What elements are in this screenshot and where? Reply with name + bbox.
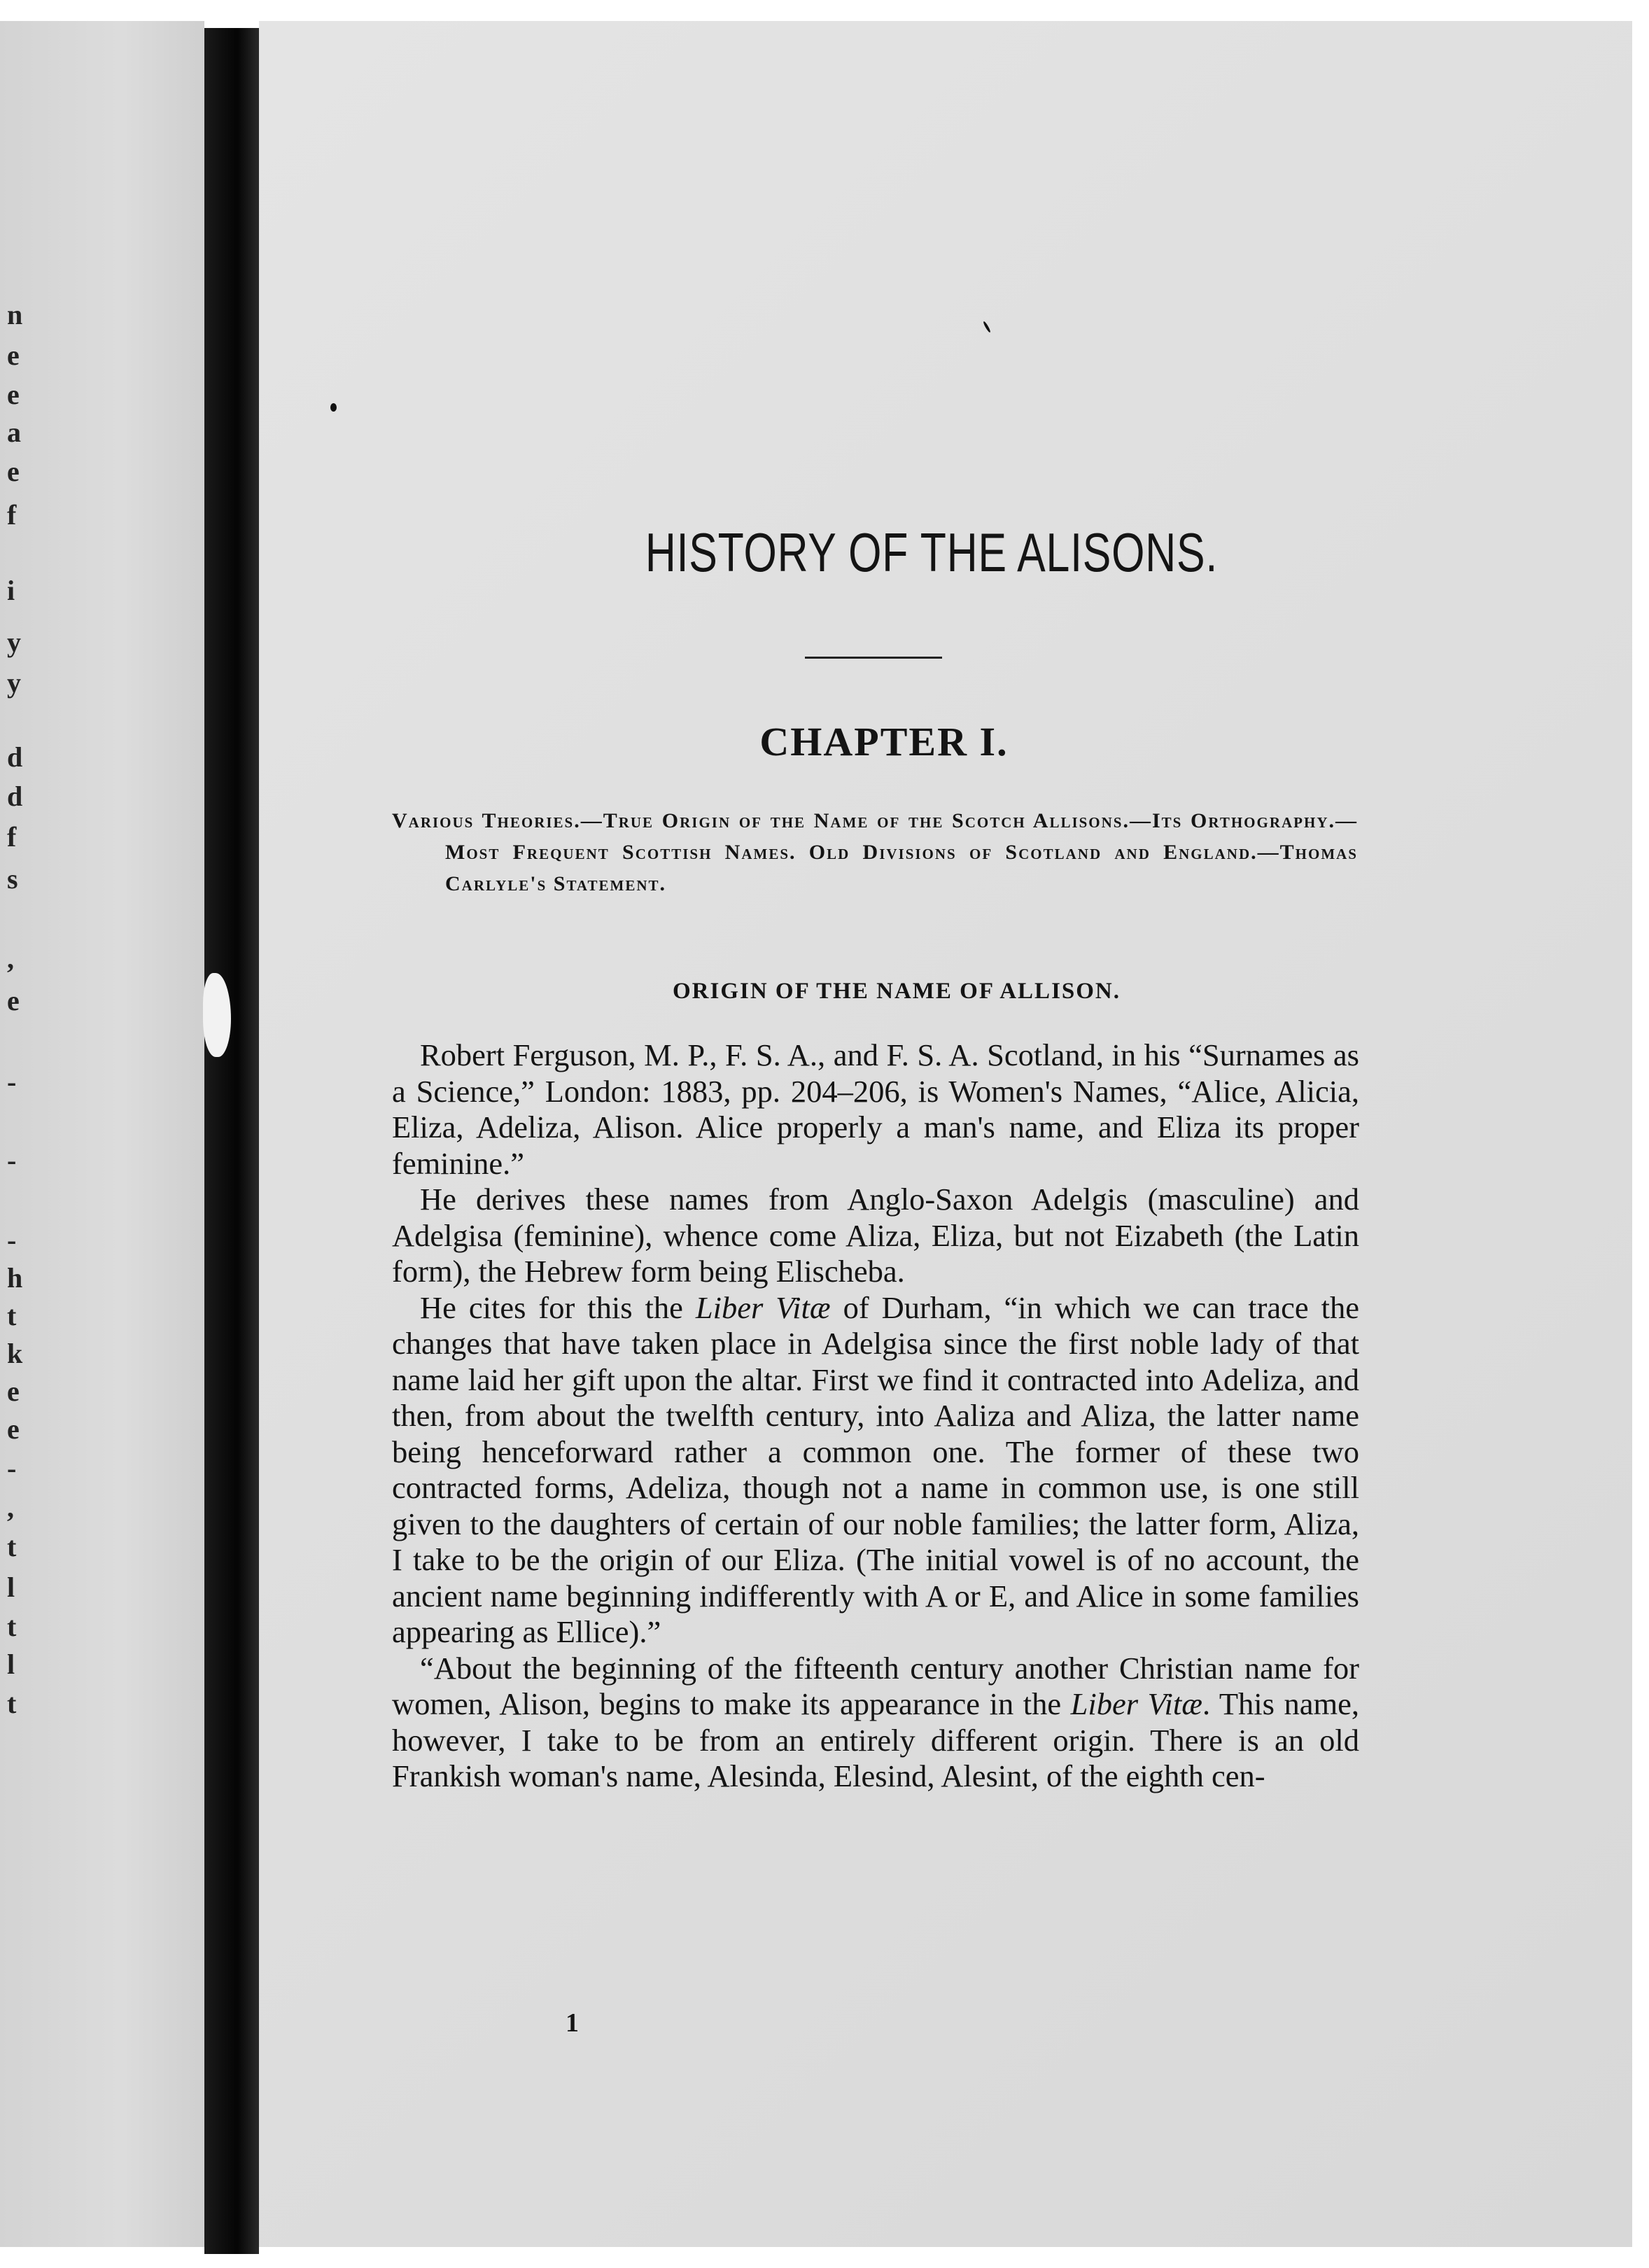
paragraph <box>392 1651 1359 1795</box>
facing-page-letter: y <box>7 667 21 699</box>
facing-page-letter: f <box>7 821 17 853</box>
chapter-title: CHAPTER I. <box>759 719 1009 764</box>
text-run: He cites for this the <box>420 1289 696 1325</box>
facing-page-letter: s <box>7 863 18 895</box>
italic-title: Liber Vitæ <box>695 1289 831 1325</box>
facing-page-letter: i <box>7 575 15 606</box>
title-rule <box>805 657 942 659</box>
text-run: of Durham, “in which we can trace the changes that have taken place in Adelgisa since the first noble lady of that name laid her gift upon the altar. First we find it contracted into Adeliza, and then, from about the twelfth century, into Aaliza and Aliza, the latter name being henceforward rather a common one. The former of these two contracted forms, Adeliza, though not a name in common use, is one still given to the daughters of certain of our noble families; the latter form, Aliza, I take to be the origin of our Eliza. (The initial vowel is of no account, the ancient name beginning indifferently with A or E, and Alice in some families appearing as Ellice).” <box>392 1289 1359 1649</box>
facing-page-letter: e <box>7 379 20 410</box>
facing-page-letter: l <box>7 1572 15 1603</box>
facing-page-letter: h <box>7 1262 23 1294</box>
italic-title: Liber Vitæ <box>1070 1686 1202 1721</box>
paragraph: He derives these names from Anglo-Saxon Adelgis (masculine) and Adelgisa (feminine), whence come Aliza, Eliza, but not Eizabeth (the Latin form), the Hebrew form being Elischeba. <box>392 1182 1359 1289</box>
page-number: 1 <box>566 2008 579 2038</box>
paragraph <box>392 1290 1359 1651</box>
facing-page-letter: y <box>7 626 21 658</box>
facing-page-letter: - <box>7 1066 17 1098</box>
facing-page-letter: d <box>7 741 23 773</box>
facing-page-letter: - <box>7 1224 17 1256</box>
chapter-synopsis: Various Theories.—True Origin of the Name of the Scotch Allisons.—Its Orthography.—Most Frequent Scottish Names. Old Divisions of Scotland and England.—Thomas Carlyle's Statement. <box>392 809 1358 895</box>
facing-page-letter: - <box>7 1452 17 1484</box>
facing-page-letter: a <box>7 416 21 448</box>
facing-page-letter: d <box>7 780 23 812</box>
book-gutter <box>204 28 259 2254</box>
book-title: HISTORY OF THE ALISONS. <box>645 522 1219 583</box>
facing-page-letter: t <box>7 1531 17 1562</box>
facing-page-letter: - <box>7 1144 17 1176</box>
facing-page-letter: , <box>7 1492 14 1523</box>
facing-page-letter: e <box>7 1376 20 1407</box>
body-text <box>392 1037 1359 1795</box>
text-run: “About the beginning of the fifteenth century another Christian name for women, Alison, begins to make its appearance in the <box>392 1650 1359 1721</box>
facing-page-letter: l <box>7 1648 15 1680</box>
facing-page-letter: e <box>7 340 20 371</box>
facing-page-margin <box>0 21 204 2247</box>
facing-page-letter: , <box>7 943 14 974</box>
facing-page-letter: e <box>7 1413 20 1445</box>
facing-page-letter: f <box>7 499 17 531</box>
facing-page-letter: e <box>7 456 20 487</box>
facing-page-letter: n <box>7 299 23 330</box>
section-heading: ORIGIN OF THE NAME OF ALLISON. <box>672 979 1121 1004</box>
facing-page-letter: e <box>7 985 20 1016</box>
facing-page-letter: t <box>7 1688 17 1719</box>
dust-speck <box>330 403 337 412</box>
text-run: . This name, however, I take to be from an entirely different origin. There is an old Frankish woman's name, Alesinda, Elesind, Alesint, of the eighth cen- <box>392 1686 1359 1793</box>
facing-page-letter: t <box>7 1300 17 1331</box>
facing-page-letter: t <box>7 1611 17 1642</box>
paragraph: Robert Ferguson, M. P., F. S. A., and F. S. A. Scotland, in his “Surnames as a Science,” London: 1883, pp. 204–206, is Women's Names, “Alice, Alicia, Eliza, Adeliza, Alison. Alice properly a man's name, and Eliza its proper feminine.” <box>392 1037 1359 1181</box>
facing-page-letter: k <box>7 1338 23 1369</box>
